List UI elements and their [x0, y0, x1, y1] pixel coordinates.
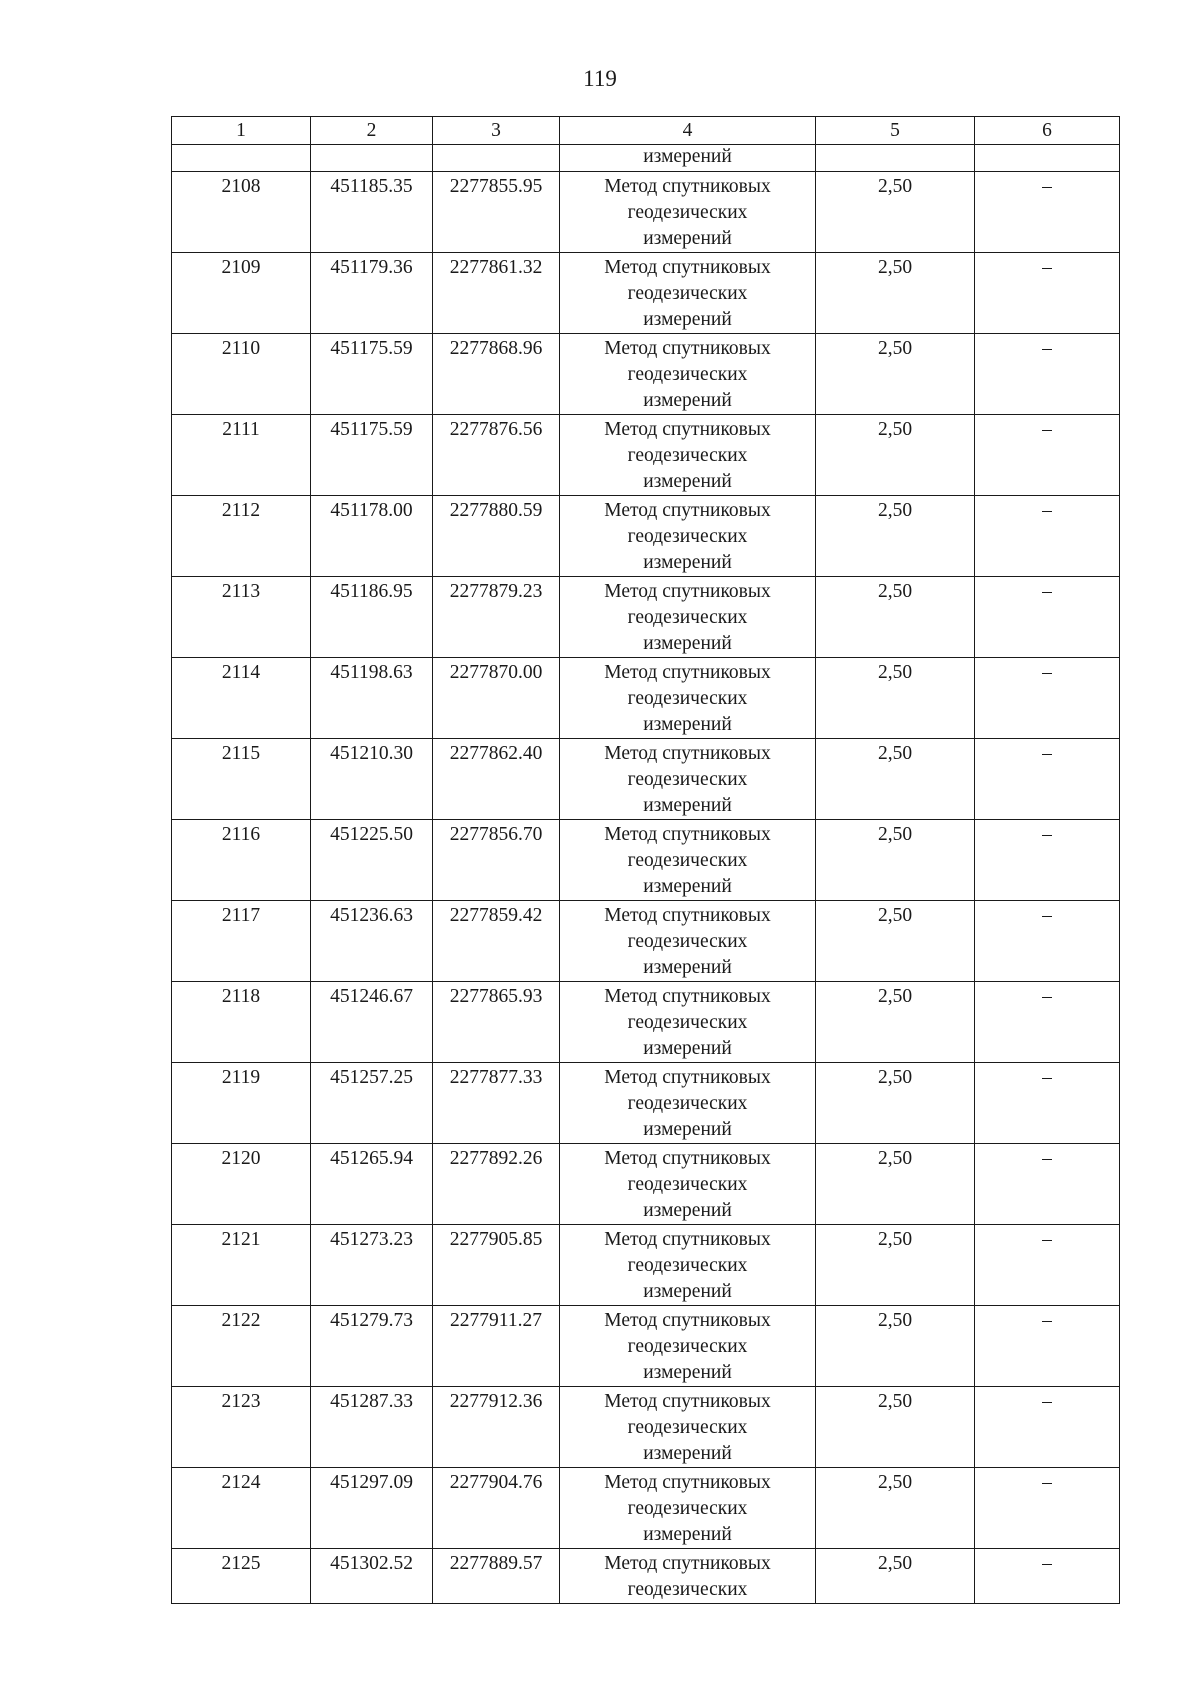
- header-row: [172, 117, 1120, 145]
- method-line: измерений: [643, 633, 732, 654]
- method-line: геодезических: [627, 931, 748, 952]
- note-cell: –: [975, 496, 1120, 577]
- x-coordinate-cell: 451175.59: [311, 415, 433, 496]
- y-coordinate-cell: 2277870.00: [433, 658, 560, 739]
- method-line: измерений: [643, 390, 732, 411]
- x-coordinate-cell: 451257.25: [311, 1063, 433, 1144]
- method-line: Метод спутниковых: [604, 500, 771, 521]
- method-line: геодезических: [627, 1417, 748, 1438]
- note-cell: –: [975, 415, 1120, 496]
- error-cell: 2,50: [816, 415, 975, 496]
- error-cell: 2,50: [816, 658, 975, 739]
- method-cell: [560, 496, 816, 577]
- y-coordinate-cell: 2277912.36: [433, 1387, 560, 1468]
- method-cell: [560, 1225, 816, 1306]
- x-coordinate-cell: 451287.33: [311, 1387, 433, 1468]
- table-row: [172, 982, 1120, 1063]
- table-row: [172, 1063, 1120, 1144]
- method-line: геодезических: [627, 526, 748, 547]
- y-coordinate-cell: 2277880.59: [433, 496, 560, 577]
- x-coordinate-cell: 451178.00: [311, 496, 433, 577]
- x-coordinate-cell: 451265.94: [311, 1144, 433, 1225]
- point-number-cell: 2119: [172, 1063, 311, 1144]
- x-coordinate-cell: 451198.63: [311, 658, 433, 739]
- method-line: Метод спутниковых: [604, 1472, 771, 1493]
- error-cell: 2,50: [816, 1468, 975, 1549]
- y-coordinate-cell: 2277904.76: [433, 1468, 560, 1549]
- method-line: геодезических: [627, 1498, 748, 1519]
- method-line: Метод спутниковых: [604, 662, 771, 683]
- method-line: геодезических: [627, 283, 748, 304]
- y-coordinate-cell: 2277905.85: [433, 1225, 560, 1306]
- method-line: Метод спутниковых: [604, 176, 771, 197]
- x-coordinate-cell: 451210.30: [311, 739, 433, 820]
- table-row: [172, 1144, 1120, 1225]
- point-number-cell: 2111: [172, 415, 311, 496]
- method-cell: [560, 1387, 816, 1468]
- method-line: Метод спутниковых: [604, 257, 771, 278]
- error-cell: 2,50: [816, 739, 975, 820]
- point-number-cell: 2110: [172, 334, 311, 415]
- y-coordinate-cell: 2277862.40: [433, 739, 560, 820]
- error-cell: 2,50: [816, 982, 975, 1063]
- method-line: Метод спутниковых: [604, 1310, 771, 1331]
- method-cell: [560, 577, 816, 658]
- note-cell: –: [975, 901, 1120, 982]
- table-row: [172, 253, 1120, 334]
- table-row: [172, 1306, 1120, 1387]
- point-number-cell: 2124: [172, 1468, 311, 1549]
- x-coordinate-cell: 451179.36: [311, 253, 433, 334]
- note-cell: –: [975, 1063, 1120, 1144]
- x-coordinate-cell: 451302.52: [311, 1549, 433, 1604]
- method-line: геодезических: [627, 607, 748, 628]
- table-row: [172, 1549, 1120, 1604]
- method-line: геодезических: [627, 1093, 748, 1114]
- method-line: измерений: [643, 552, 732, 573]
- method-cell: [560, 658, 816, 739]
- y-coordinate-cell: 2277877.33: [433, 1063, 560, 1144]
- x-coordinate-cell: 451185.35: [311, 172, 433, 253]
- error-cell: 2,50: [816, 496, 975, 577]
- point-number-cell: 2109: [172, 253, 311, 334]
- error-cell: 2,50: [816, 577, 975, 658]
- error-cell: 2,50: [816, 1549, 975, 1604]
- method-cell: [560, 901, 816, 982]
- method-line: Метод спутниковых: [604, 419, 771, 440]
- error-cell: 2,50: [816, 1144, 975, 1225]
- x-coordinate-cell: 451236.63: [311, 901, 433, 982]
- method-line: геодезических: [627, 202, 748, 223]
- method-cell: [560, 820, 816, 901]
- method-cell: [560, 982, 816, 1063]
- method-cell: [560, 1306, 816, 1387]
- table-row: [172, 334, 1120, 415]
- note-cell: –: [975, 1549, 1120, 1604]
- method-line: измерений: [643, 228, 732, 249]
- y-coordinate-cell: 2277892.26: [433, 1144, 560, 1225]
- method-line: измерений: [643, 471, 732, 492]
- x-coordinate-cell: 451279.73: [311, 1306, 433, 1387]
- method-line: измерений: [643, 1200, 732, 1221]
- error-cell: 2,50: [816, 1063, 975, 1144]
- continuation-row: [172, 145, 1120, 172]
- y-coordinate-cell: 2277868.96: [433, 334, 560, 415]
- method-line: Метод спутниковых: [604, 986, 771, 1007]
- table-row: [172, 415, 1120, 496]
- table-row: [172, 1387, 1120, 1468]
- method-line: геодезических: [627, 445, 748, 466]
- method-cell: [560, 334, 816, 415]
- table-row: [172, 172, 1120, 253]
- method-line: Метод спутниковых: [604, 338, 771, 359]
- method-line: измерений: [643, 714, 732, 735]
- table-row: [172, 1225, 1120, 1306]
- point-number-cell: 2112: [172, 496, 311, 577]
- point-number-cell: 2123: [172, 1387, 311, 1468]
- method-line: измерений: [643, 1362, 732, 1383]
- error-cell: 2,50: [816, 1387, 975, 1468]
- method-line: Метод спутниковых: [604, 1148, 771, 1169]
- error-cell: 2,50: [816, 253, 975, 334]
- method-line: геодезических: [627, 364, 748, 385]
- method-line: Метод спутниковых: [604, 1067, 771, 1088]
- note-cell: –: [975, 172, 1120, 253]
- point-number-cell: 2116: [172, 820, 311, 901]
- continuation-cell-5: [816, 145, 975, 172]
- method-line: измерений: [643, 1443, 732, 1464]
- point-number-cell: 2125: [172, 1549, 311, 1604]
- method-line: Метод спутниковых: [604, 824, 771, 845]
- method-line: Метод спутниковых: [604, 743, 771, 764]
- method-cell: [560, 739, 816, 820]
- point-number-cell: 2115: [172, 739, 311, 820]
- note-cell: –: [975, 982, 1120, 1063]
- y-coordinate-cell: 2277865.93: [433, 982, 560, 1063]
- point-number-cell: 2118: [172, 982, 311, 1063]
- method-cell: [560, 1063, 816, 1144]
- note-cell: –: [975, 334, 1120, 415]
- page-number: 119: [583, 66, 617, 91]
- method-line: измерений: [643, 309, 732, 330]
- x-coordinate-cell: 451246.67: [311, 982, 433, 1063]
- error-cell: 2,50: [816, 1306, 975, 1387]
- y-coordinate-cell: 2277859.42: [433, 901, 560, 982]
- method-cell: [560, 172, 816, 253]
- method-line: измерений: [643, 876, 732, 897]
- method-line: Метод спутниковых: [604, 1391, 771, 1412]
- coordinates-table: [171, 116, 1120, 1604]
- table-row: [172, 1468, 1120, 1549]
- error-cell: 2,50: [816, 820, 975, 901]
- y-coordinate-cell: 2277911.27: [433, 1306, 560, 1387]
- method-line: измерений: [643, 1038, 732, 1059]
- table-row: [172, 739, 1120, 820]
- method-line: измерений: [643, 795, 732, 816]
- method-line: геодезических: [627, 1255, 748, 1276]
- y-coordinate-cell: 2277876.56: [433, 415, 560, 496]
- table-row: [172, 496, 1120, 577]
- method-line: Метод спутниковых: [604, 581, 771, 602]
- method-line: измерений: [643, 957, 732, 978]
- note-cell: –: [975, 1144, 1120, 1225]
- continuation-cell-6: [975, 145, 1120, 172]
- x-coordinate-cell: 451175.59: [311, 334, 433, 415]
- header-cell-5: 5: [816, 117, 975, 145]
- header-cell-6: 6: [975, 117, 1120, 145]
- x-coordinate-cell: 451297.09: [311, 1468, 433, 1549]
- method-line: геодезических: [627, 1336, 748, 1357]
- y-coordinate-cell: 2277856.70: [433, 820, 560, 901]
- method-line: Метод спутниковых: [604, 905, 771, 926]
- error-cell: 2,50: [816, 1225, 975, 1306]
- table-row: [172, 901, 1120, 982]
- point-number-cell: 2121: [172, 1225, 311, 1306]
- note-cell: –: [975, 658, 1120, 739]
- method-cell: [560, 1549, 816, 1604]
- note-cell: –: [975, 1468, 1120, 1549]
- point-number-cell: 2108: [172, 172, 311, 253]
- method-line: геодезических: [627, 850, 748, 871]
- header-cell-2: 2: [311, 117, 433, 145]
- method-cell: [560, 1468, 816, 1549]
- x-coordinate-cell: 451273.23: [311, 1225, 433, 1306]
- y-coordinate-cell: 2277879.23: [433, 577, 560, 658]
- note-cell: –: [975, 577, 1120, 658]
- table-row: [172, 577, 1120, 658]
- note-cell: –: [975, 1387, 1120, 1468]
- note-cell: –: [975, 253, 1120, 334]
- method-line: геодезических: [627, 1012, 748, 1033]
- point-number-cell: 2122: [172, 1306, 311, 1387]
- note-cell: –: [975, 820, 1120, 901]
- method-line: геодезических: [627, 769, 748, 790]
- y-coordinate-cell: 2277855.95: [433, 172, 560, 253]
- point-number-cell: 2113: [172, 577, 311, 658]
- continuation-cell-1: [172, 145, 311, 172]
- method-line: геодезических: [627, 688, 748, 709]
- error-cell: 2,50: [816, 172, 975, 253]
- method-cell: [560, 1144, 816, 1225]
- header-cell-1: 1: [172, 117, 311, 145]
- error-cell: 2,50: [816, 334, 975, 415]
- method-line: измерений: [643, 1281, 732, 1302]
- note-cell: –: [975, 739, 1120, 820]
- table-row: [172, 820, 1120, 901]
- method-cell: [560, 415, 816, 496]
- table-row: [172, 658, 1120, 739]
- y-coordinate-cell: 2277889.57: [433, 1549, 560, 1604]
- x-coordinate-cell: 451225.50: [311, 820, 433, 901]
- header-cell-4: 4: [560, 117, 816, 145]
- method-line: измерений: [643, 1524, 732, 1545]
- y-coordinate-cell: 2277861.32: [433, 253, 560, 334]
- continuation-cell-3: [433, 145, 560, 172]
- method-line: измерений: [643, 1119, 732, 1140]
- method-line: Метод спутниковых: [604, 1553, 771, 1574]
- continuation-cell-2: [311, 145, 433, 172]
- method-line: геодезических: [627, 1174, 748, 1195]
- point-number-cell: 2120: [172, 1144, 311, 1225]
- note-cell: –: [975, 1225, 1120, 1306]
- point-number-cell: 2117: [172, 901, 311, 982]
- continuation-method: измерений: [560, 145, 816, 172]
- error-cell: 2,50: [816, 901, 975, 982]
- method-line: геодезических: [627, 1579, 748, 1600]
- method-cell: [560, 253, 816, 334]
- note-cell: –: [975, 1306, 1120, 1387]
- point-number-cell: 2114: [172, 658, 311, 739]
- x-coordinate-cell: 451186.95: [311, 577, 433, 658]
- header-cell-3: 3: [433, 117, 560, 145]
- method-line: Метод спутниковых: [604, 1229, 771, 1250]
